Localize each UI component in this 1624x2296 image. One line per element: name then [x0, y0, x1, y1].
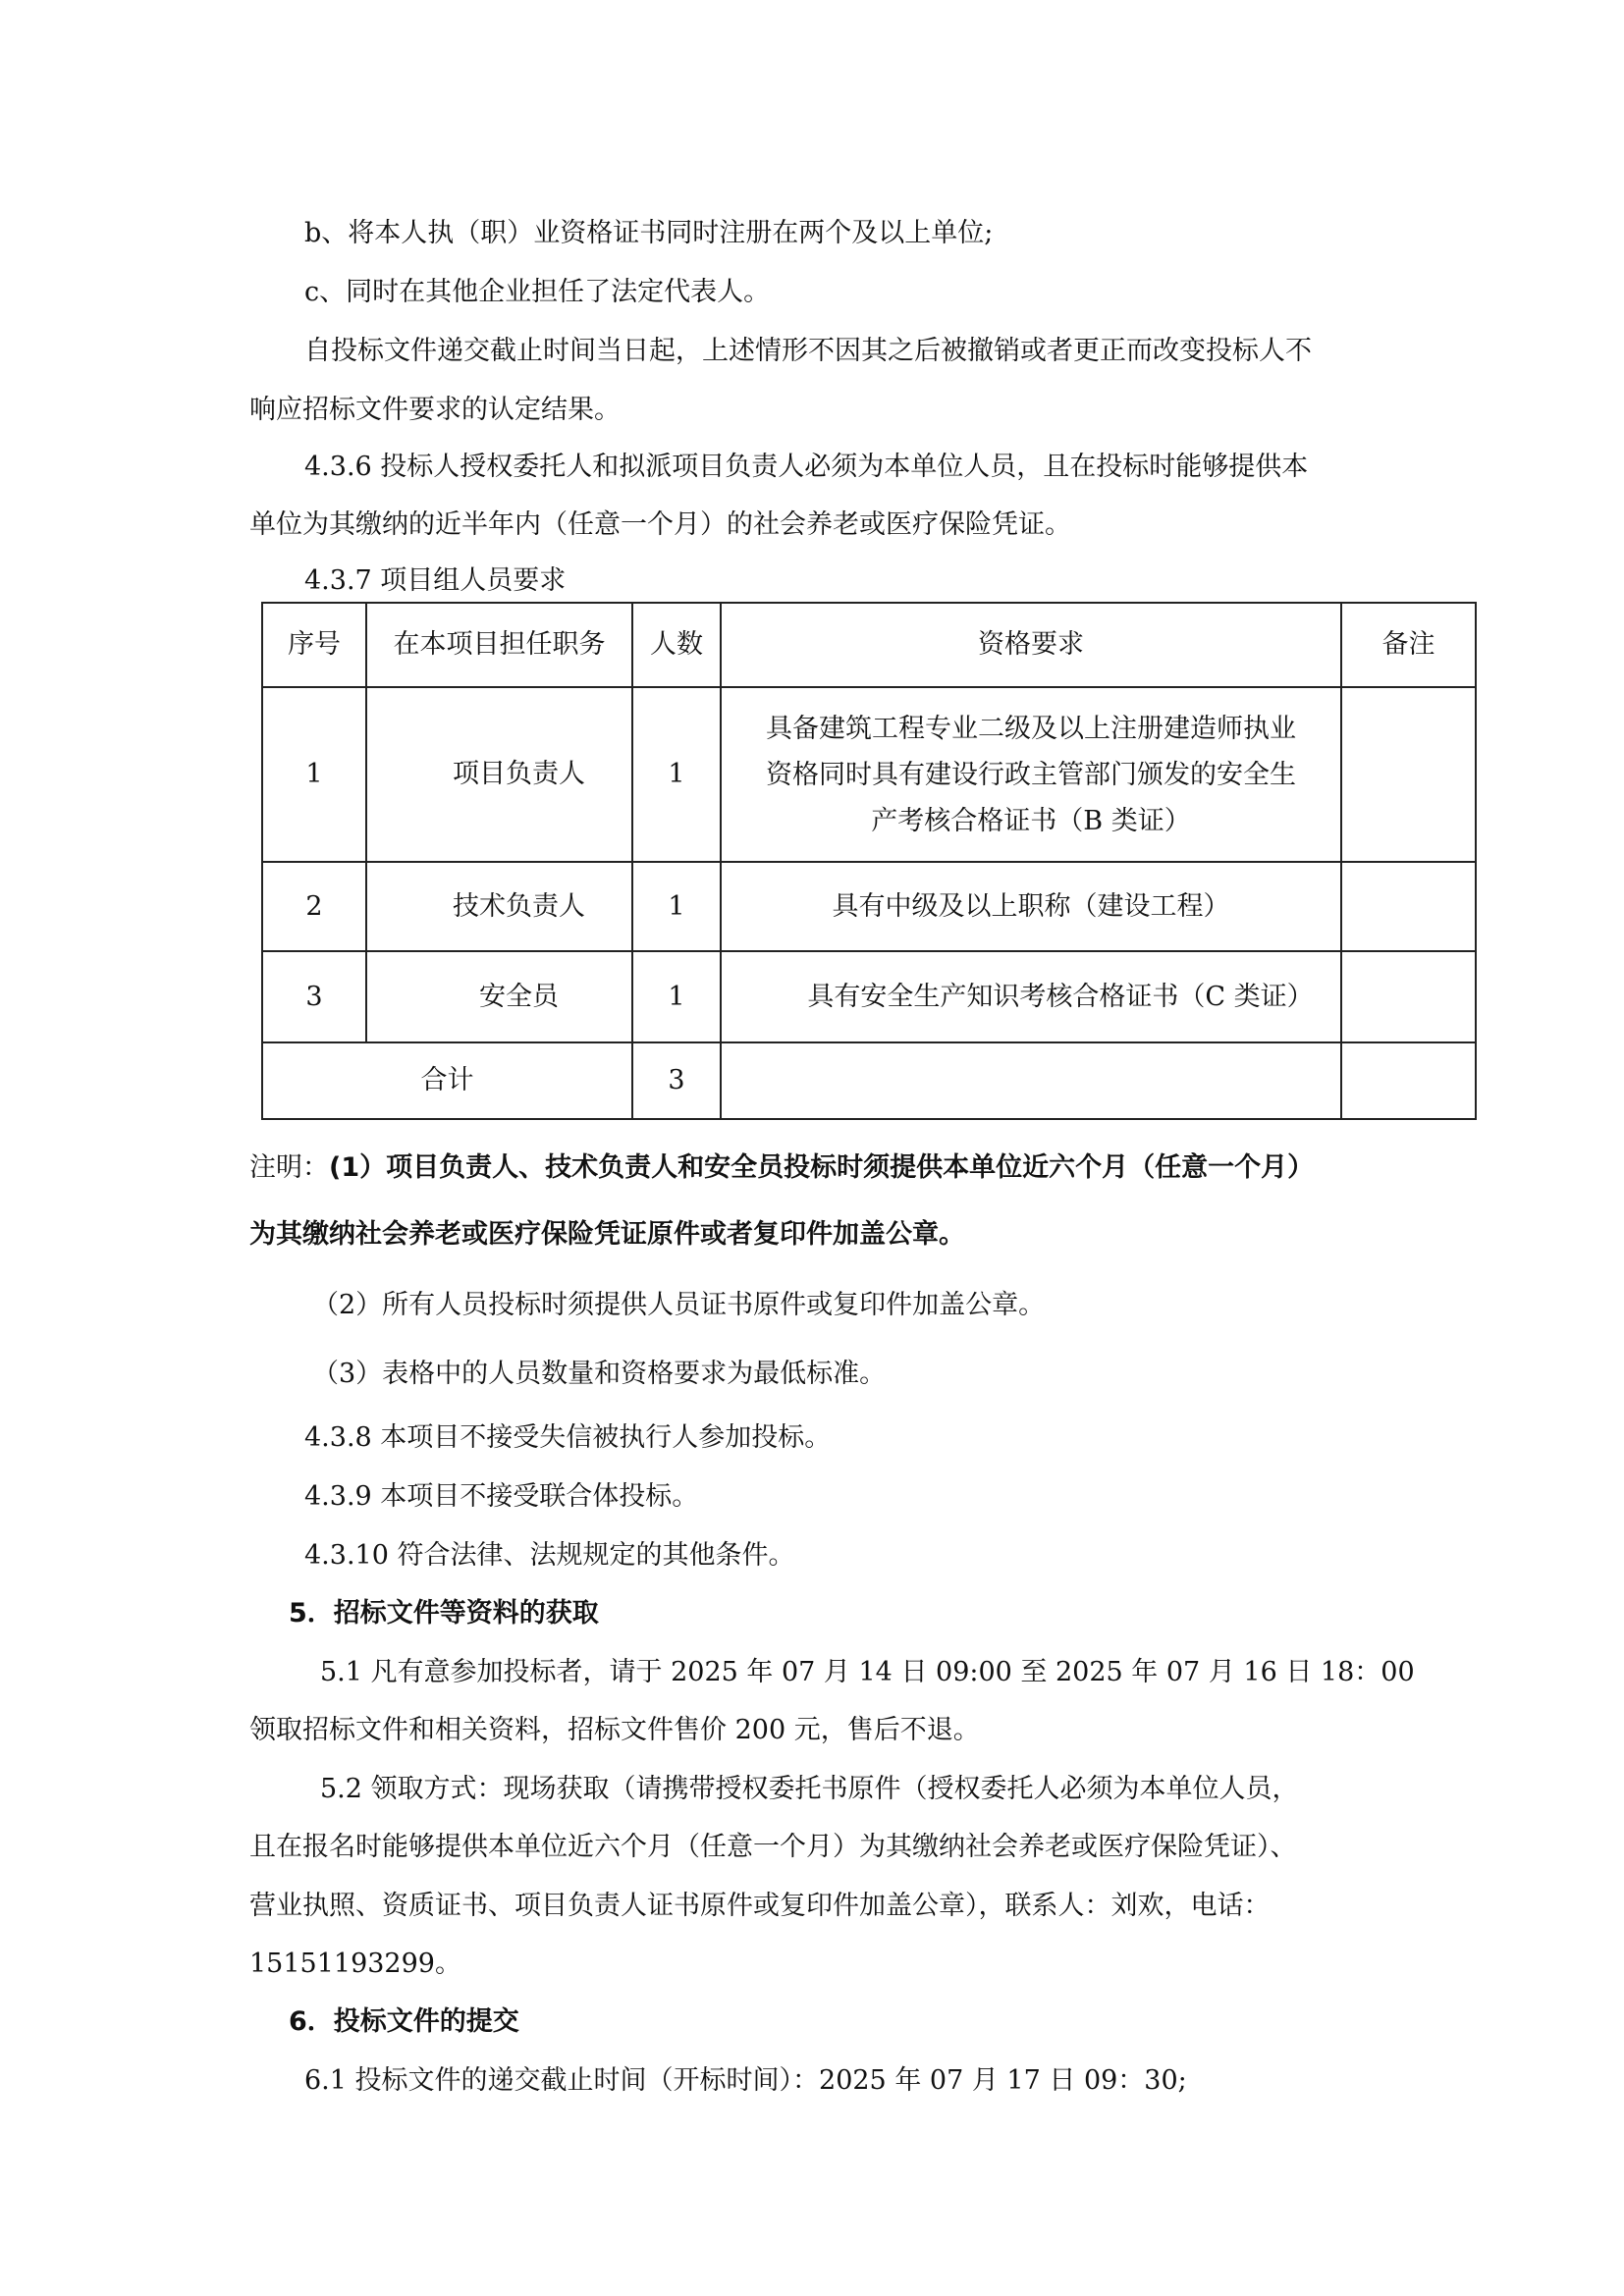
- header-seq: 序号: [262, 603, 366, 687]
- header-note: 备注: [1341, 603, 1476, 687]
- note-1-line1: [249, 1148, 1314, 1188]
- paragraph-61: 6.1 投标文件的递交截止时间（开标时间）：2025 年 07 月 17 日 09：30;: [304, 2065, 1187, 2096]
- paragraph-52-line4: 15151193299。: [249, 1949, 461, 1979]
- qualification-line: 产考核合格证书（B 类证）: [871, 805, 1191, 836]
- note-3: （3）表格中的人员数量和资格要求为最低标准。: [312, 1359, 887, 1389]
- table-total-row: [262, 1042, 1476, 1119]
- paragraph-c-item: c、同时在其他企业担任了法定代表人。: [304, 277, 771, 307]
- table-row: [262, 951, 1476, 1042]
- condition-439: 4.3.9 本项目不接受联合体投标。: [304, 1481, 699, 1512]
- cell-role: 项目负责人: [366, 687, 632, 862]
- cell-seq: 1: [262, 687, 366, 862]
- qualification-line: 资格同时具有建设行政主管部门颁发的安全生: [766, 759, 1296, 790]
- cell-note: [1341, 687, 1476, 862]
- staff-requirements-table: [261, 602, 1477, 1120]
- cell-seq: 3: [262, 951, 366, 1042]
- cell-total-label: 合计: [262, 1042, 632, 1119]
- cell-role: 安全员: [366, 951, 632, 1042]
- cell-seq: 2: [262, 862, 366, 951]
- note-1-line2: 为其缴纳社会养老或医疗保险凭证原件或者复印件加盖公章。: [249, 1219, 965, 1250]
- paragraph-51-line1: 5.1 凡有意参加投标者，请于 2025 年 07 月 14 日 09:00 至 2025 年 07 月 16 日 18：00: [320, 1657, 1415, 1687]
- note-prefix: 注明：: [249, 1152, 329, 1183]
- cell-count: 1: [632, 687, 721, 862]
- cell-count: 1: [632, 862, 721, 951]
- cell-qualification: [721, 687, 1341, 862]
- table-row: [262, 687, 1476, 862]
- paragraph-deadline-line2: 响应招标文件要求的认定结果。: [249, 395, 621, 425]
- paragraph-b-item: b、将本人执（职）业资格证书同时注册在两个及以上单位;: [304, 218, 994, 248]
- cell-qualification: 具有安全生产知识考核合格证书（C 类证）: [721, 951, 1341, 1042]
- paragraph-51-line2: 领取招标文件和相关资料，招标文件售价 200 元，售后不退。: [249, 1715, 980, 1745]
- condition-438: 4.3.8 本项目不接受失信被执行人参加投标。: [304, 1422, 832, 1453]
- condition-4310: 4.3.10 符合法律、法规规定的其他条件。: [304, 1540, 795, 1571]
- cell-total-qualification: [721, 1042, 1341, 1119]
- note-2: （2）所有人员投标时须提供人员证书原件或复印件加盖公章。: [312, 1290, 1046, 1320]
- qualification-line: 具备建筑工程专业二级及以上注册建造师执业: [766, 713, 1296, 744]
- cell-total-note: [1341, 1042, 1476, 1119]
- paragraph-52-line3: 营业执照、资质证书、项目负责人证书原件或复印件加盖公章），联系人：刘欢，电话：: [249, 1891, 1271, 1921]
- cell-count: 1: [632, 951, 721, 1042]
- paragraph-437-heading: 4.3.7 项目组人员要求: [304, 565, 567, 596]
- header-count: 人数: [632, 603, 721, 687]
- note-1-text: (1）项目负责人、技术负责人和安全员投标时须提供本单位近六个月（任意一个月）: [329, 1152, 1315, 1183]
- paragraph-52-line2: 且在报名时能够提供本单位近六个月（任意一个月）为其缴纳社会养老或医疗保险凭证）、: [249, 1832, 1297, 1862]
- paragraph-436-line2: 单位为其缴纳的近半年内（任意一个月）的社会养老或医疗保险凭证。: [249, 509, 1071, 540]
- cell-total-count: 3: [632, 1042, 721, 1119]
- cell-role: 技术负责人: [366, 862, 632, 951]
- paragraph-436-line1: 4.3.6 投标人授权委托人和拟派项目负责人必须为本单位人员，且在投标时能够提供本: [304, 452, 1309, 482]
- cell-note: [1341, 951, 1476, 1042]
- section-5-heading: 5．招标文件等资料的获取: [289, 1598, 599, 1629]
- paragraph-deadline-line1: 自投标文件递交截止时间当日起，上述情形不因其之后被撤销或者更正而改变投标人不: [304, 336, 1312, 366]
- paragraph-52-line1: 5.2 领取方式：现场获取（请携带授权委托书原件（授权委托人必须为本单位人员，: [320, 1774, 1299, 1804]
- section-6-heading: 6．投标文件的提交: [289, 2006, 519, 2037]
- table-row: [262, 862, 1476, 951]
- cell-note: [1341, 862, 1476, 951]
- table-header-row: [262, 603, 1476, 687]
- cell-qualification: 具有中级及以上职称（建设工程）: [721, 862, 1341, 951]
- header-role: 在本项目担任职务: [366, 603, 632, 687]
- header-qualification: 资格要求: [721, 603, 1341, 687]
